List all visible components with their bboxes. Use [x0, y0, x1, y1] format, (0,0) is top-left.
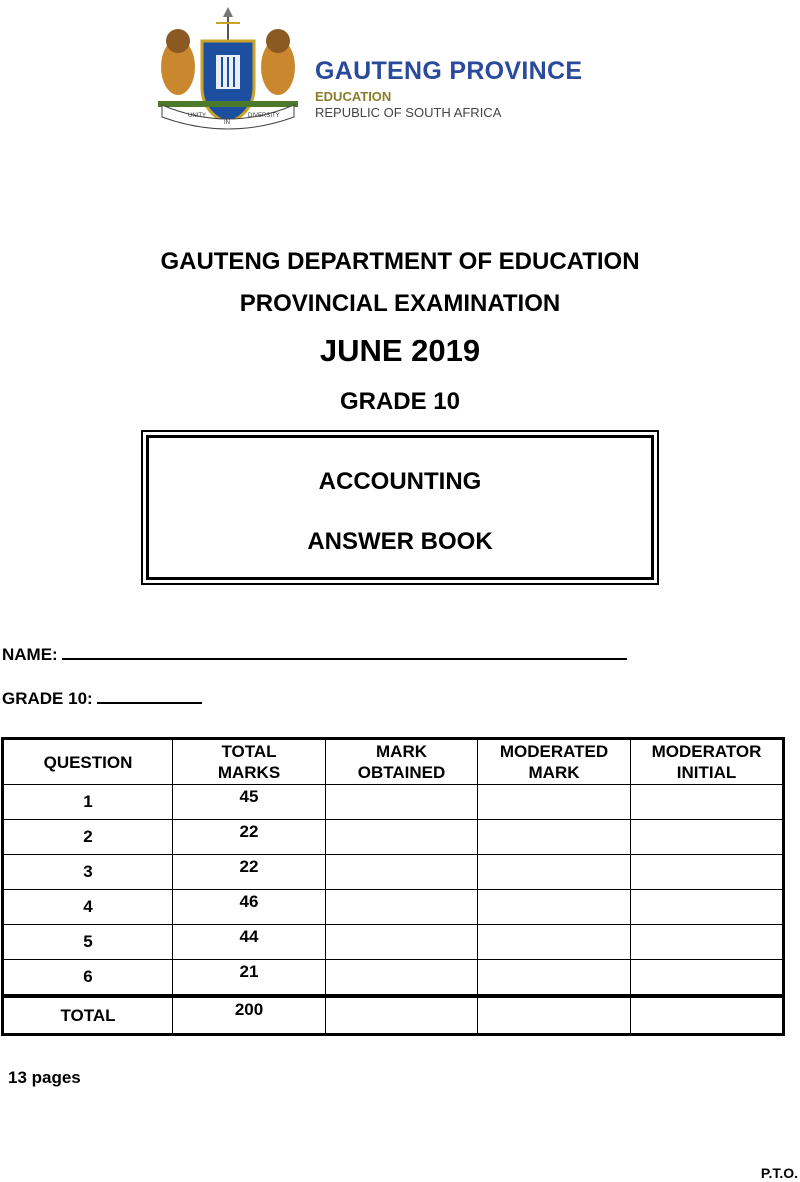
moderator-initial-cell[interactable] [631, 960, 784, 997]
moderated-mark-cell[interactable] [478, 925, 631, 960]
total-moderated-mark-cell[interactable] [478, 996, 631, 1035]
table-row [3, 820, 784, 855]
table-row [3, 855, 784, 890]
pto-note: P.T.O. [760, 1165, 798, 1181]
table-header-row [3, 739, 784, 785]
mark-obtained-cell[interactable] [326, 925, 478, 960]
exam-date: JUNE 2019 [319, 333, 481, 368]
name-blank-line[interactable] [62, 642, 627, 660]
total-marks: 22 [173, 855, 326, 890]
marks-table [1, 737, 785, 1036]
province-name: GAUTENG PROVINCE [315, 57, 583, 85]
subject-title: ACCOUNTING [318, 468, 482, 495]
mark-obtained-cell[interactable] [326, 855, 478, 890]
total-marks: 44 [173, 925, 326, 960]
header-question: QUESTION [3, 739, 173, 785]
question-number: 5 [3, 925, 173, 960]
total-label: TOTAL [3, 996, 173, 1035]
moderated-mark-cell[interactable] [478, 855, 631, 890]
mark-obtained-cell[interactable] [326, 820, 478, 855]
table-row [3, 960, 784, 997]
subject-box [141, 430, 659, 585]
question-number: 6 [3, 960, 173, 997]
motto-mid: IN [224, 120, 230, 126]
moderator-initial-cell[interactable] [631, 855, 784, 890]
country-label: REPUBLIC OF SOUTH AFRICA [315, 105, 502, 120]
moderator-initial-cell[interactable] [631, 785, 784, 820]
coat-of-arms-icon [140, 5, 315, 135]
name-field[interactable] [2, 642, 627, 665]
moderator-initial-cell[interactable] [631, 925, 784, 960]
education-label: EDUCATION [315, 89, 392, 104]
mark-obtained-cell[interactable] [326, 960, 478, 997]
total-marks: 21 [173, 960, 326, 997]
moderated-mark-cell[interactable] [478, 820, 631, 855]
table-row [3, 925, 784, 960]
grade-blank-line[interactable] [97, 686, 202, 704]
total-moderator-initial-cell[interactable] [631, 996, 784, 1035]
moderator-initial-cell[interactable] [631, 890, 784, 925]
moderated-mark-cell[interactable] [478, 890, 631, 925]
subject-box-inner [146, 435, 654, 580]
header-moderator-initial: MODERATOR INITIAL [631, 739, 784, 785]
question-number: 1 [3, 785, 173, 820]
moderated-mark-cell[interactable] [478, 960, 631, 997]
moderator-initial-cell[interactable] [631, 820, 784, 855]
total-marks: 22 [173, 820, 326, 855]
question-number: 3 [3, 855, 173, 890]
answer-book-title: ANSWER BOOK [307, 528, 493, 555]
logo-text [315, 57, 582, 120]
mark-obtained-cell[interactable] [326, 785, 478, 820]
header-moderated-mark: MODERATED MARK [478, 739, 631, 785]
question-number: 2 [3, 820, 173, 855]
total-marks: 45 [173, 785, 326, 820]
page-count: 13 pages [8, 1068, 81, 1087]
gauteng-logo [140, 5, 583, 135]
grade-field[interactable] [2, 686, 202, 709]
department-heading: GAUTENG DEPARTMENT OF EDUCATION [160, 248, 640, 275]
table-row [3, 890, 784, 925]
mark-obtained-cell[interactable] [326, 890, 478, 925]
grand-total-marks: 200 [173, 996, 326, 1035]
question-number: 4 [3, 890, 173, 925]
moderated-mark-cell[interactable] [478, 785, 631, 820]
motto-left: UNITY [188, 113, 206, 119]
grade-heading: GRADE 10 [339, 388, 461, 415]
grade-label: GRADE 10: [2, 689, 93, 708]
total-row [3, 996, 784, 1035]
exam-heading: PROVINCIAL EXAMINATION [239, 290, 561, 317]
header-mark-obtained: MARK OBTAINED [326, 739, 478, 785]
table-row [3, 785, 784, 820]
header-total-marks: TOTAL MARKS [173, 739, 326, 785]
motto-right: DIVERSITY [248, 113, 280, 119]
total-mark-obtained-cell[interactable] [326, 996, 478, 1035]
name-label: NAME: [2, 645, 58, 664]
total-marks: 46 [173, 890, 326, 925]
